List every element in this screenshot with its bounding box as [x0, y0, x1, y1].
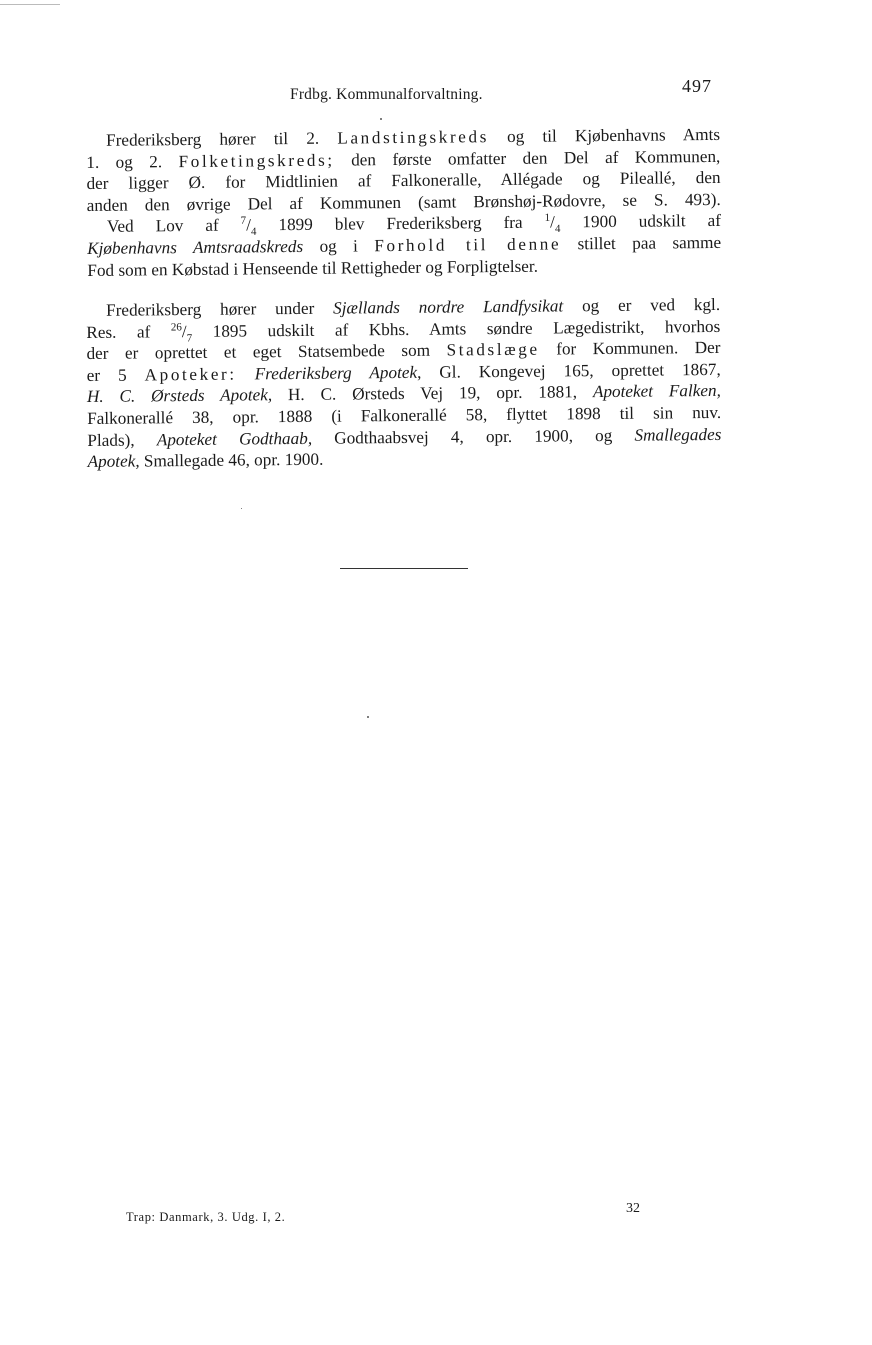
text-run: 1900 udskilt af — [560, 211, 721, 232]
text-run: Godthaabsvej 4, opr. 1900, og — [311, 425, 635, 448]
italic-term: Frederiksberg Apotek — [254, 362, 418, 384]
spaced-term: Forhold til denne — [374, 234, 562, 256]
text-run: for Kommunen. Der — [539, 338, 721, 359]
text-run: den første omfatter den Del af Kommunen, — [334, 146, 721, 170]
date-numerator: 1 — [544, 212, 551, 225]
text-run: Frederiksberg hører under — [106, 298, 334, 320]
paragraph-health — [86, 294, 722, 473]
section-divider — [340, 568, 468, 569]
text-run: stillet paa samme — [561, 232, 722, 254]
date-numerator: 7 — [240, 215, 247, 228]
text-run: 1. og 2. — [86, 151, 179, 172]
italic-term: Apoteket Falken, — [592, 381, 721, 402]
text-run: og er ved kgl. — [563, 294, 721, 316]
text-run: H. C. Ørsteds Vej 19, opr. 1881, — [272, 382, 593, 405]
text-line: Falkonerallé 38, opr. 1888 (i Falkonerallé 58, flyttet 1898 til sin nuv. — [87, 402, 722, 428]
text-line: anden den øvrige Del af Kommunen (samt Brønshøj-Rødovre, se S. 493). — [86, 189, 721, 215]
text-run: er 5 — [86, 365, 145, 385]
text-run: , Gl. Kongevej 165, oprettet 1867, — [416, 359, 721, 382]
signature-mark: 32 — [626, 1201, 640, 1216]
italic-term: Kjøbenhavns Amtsraadskreds — [87, 236, 304, 258]
print-speck — [367, 716, 369, 718]
page-number: 497 — [682, 76, 712, 96]
text-line: Res. af $^{26}/_7$ 1895 udskilt af Kbhs. Amts søndre Lægedistrikt, hvorhos — [86, 316, 721, 345]
print-speck — [380, 118, 382, 120]
print-speck — [241, 508, 242, 509]
italic-term: Smallegades — [634, 424, 722, 445]
text-run: 1899 blev Frederiksberg fra — [256, 212, 545, 235]
spaced-term: Apoteker: — [144, 364, 237, 385]
text-run: Ved Lov af — [106, 215, 241, 237]
text-run: der er oprettet et eget Statsembede som — [86, 340, 447, 364]
text-line: Fod som en Købstad i Henseende til Rettigheder og Forpligtelser. — [87, 256, 539, 280]
italic-term: Apotek, — [87, 451, 140, 472]
italic-term: Apoteket Godthaab, — [156, 428, 313, 449]
scan-edge-line — [0, 4, 60, 5]
text-line: der ligger Ø. for Midtlinien af Falkoneralle, Allégade og Pileallé, den — [86, 168, 721, 194]
footer-source: Trap: Danmark, 3. Udg. I, 2. — [126, 1210, 286, 1224]
italic-term: Sjællands nordre Landfysikat — [332, 296, 564, 318]
date-denominator: 4 — [554, 223, 561, 236]
text-run — [237, 364, 255, 383]
text-run: Frederiksberg hører til 2. — [106, 128, 338, 150]
text-run: 1895 udskilt af Kbhs. Amts søndre Lægedistrikt, hvorhos — [192, 316, 721, 341]
running-header: Frdbg. Kommunalforvaltning. — [290, 86, 483, 103]
text-line: Ved Lov af $^7/_4$ 1899 blev Frederiksberg fra $^1/_4$ 1900 udskilt af — [106, 211, 721, 239]
paragraph-representation — [86, 124, 721, 281]
text-run: Plads), — [87, 429, 157, 450]
date-numerator: 26 — [170, 320, 182, 334]
spaced-term: Landstingskreds — [337, 127, 490, 148]
date-denominator: 7 — [186, 332, 193, 345]
spaced-term: Folketingskreds; — [178, 150, 335, 171]
text-run: Res. af — [86, 321, 171, 342]
italic-term: H. C. Ørsteds Apotek, — [86, 385, 273, 407]
text-run: og til Kjøbenhavns Amts — [488, 124, 721, 147]
text-run: og i — [303, 236, 375, 256]
text-run: Smallegade 46, opr. 1900. — [139, 449, 324, 471]
spaced-term: Stadslæge — [446, 339, 540, 360]
date-denominator: 4 — [250, 226, 257, 239]
